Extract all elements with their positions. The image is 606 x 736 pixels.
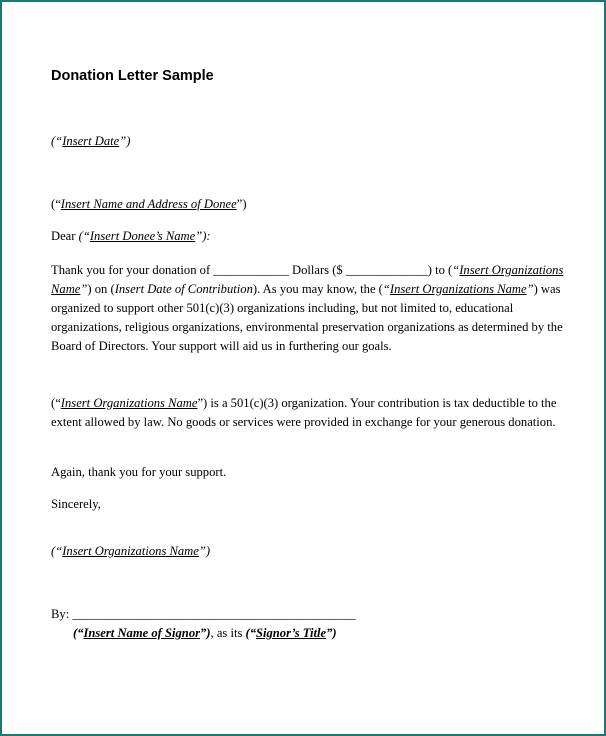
donee-close: ”) — [236, 197, 247, 211]
donee-open: (“ — [51, 197, 61, 211]
p2-text-2: ”) is a 501(c)(3) organization. Your contribution is tax deductible to the extent allowed by law. No goods or services were provided in exchange for your generous donation. — [51, 396, 557, 429]
date-close: ”) — [119, 134, 131, 148]
document-title: Donation Letter Sample — [51, 68, 214, 84]
p1-dollar-blank: _____________ — [345, 263, 428, 277]
body-paragraph-1 — [51, 261, 571, 356]
body-paragraph-2 — [51, 394, 571, 432]
thanks-line: Again, thank you for your support. — [51, 465, 227, 479]
p1-quote-3: “ — [382, 282, 390, 296]
p2-org-placeholder: Insert Organizations Name — [60, 396, 198, 410]
signor-title-placeholder: Signor’s Title — [256, 626, 327, 640]
p1-text-3: ) to ( — [427, 263, 453, 277]
org-open: (“ — [51, 544, 63, 558]
date-placeholder: Insert Date — [62, 134, 120, 148]
by-label: By: — [51, 607, 73, 621]
p1-quote-2: ” — [80, 282, 88, 296]
p1-amount-blank: ____________ — [213, 263, 289, 277]
org-signature-line — [51, 542, 210, 561]
p1-org-placeholder-1: Insert Organizations Name — [51, 263, 564, 296]
p1-date-placeholder: Insert Date of Contribution — [114, 282, 253, 296]
p1-text-2: Dollars ($ — [288, 263, 346, 277]
title-close: ”) — [326, 626, 337, 640]
signor-mid: , as its — [210, 626, 246, 640]
p1-text-4: ) on ( — [87, 282, 115, 296]
salutation-placeholder: Insert Donee’s Name — [89, 229, 196, 243]
salutation-close: ”): — [195, 229, 211, 243]
by-signature-blank: _____________________________________________ — [72, 607, 356, 621]
signor-open: (“ — [73, 626, 84, 640]
closing-line: Sincerely, — [51, 497, 101, 511]
p1-text-1: Thank you for your donation of — [51, 263, 214, 277]
p1-quote-4: ” — [526, 282, 534, 296]
by-line — [51, 605, 356, 624]
date-open: (“ — [51, 134, 63, 148]
p1-text-5: ). As you may know, the ( — [252, 282, 383, 296]
date-line — [51, 132, 130, 151]
signor-close: ”) — [200, 626, 211, 640]
p1-text-6: ) was organized to support other 501(c)(3) organizations including, but not limited to, educational organizations, religious organizations, environmental preservation organizations as determined by the Board of Directors. Your support will aid us in furthering our goals. — [51, 282, 563, 353]
p1-quote-1: “ — [452, 263, 460, 277]
org-placeholder: Insert Organizations Name — [62, 544, 199, 558]
org-close: ”) — [198, 544, 211, 558]
salutation-line — [51, 227, 211, 246]
salutation-open: (“ — [78, 229, 90, 243]
signor-line — [73, 624, 337, 643]
p1-org-placeholder-2: Insert Organizations Name — [389, 282, 527, 296]
donee-placeholder: Insert Name and Address of Donee — [60, 197, 237, 211]
p2-text-1: (“ — [51, 396, 61, 410]
title-open: (“ — [245, 626, 256, 640]
salutation-lead: Dear — [51, 229, 79, 243]
donee-line — [51, 195, 247, 214]
signor-name-placeholder: Insert Name of Signor — [83, 626, 201, 640]
